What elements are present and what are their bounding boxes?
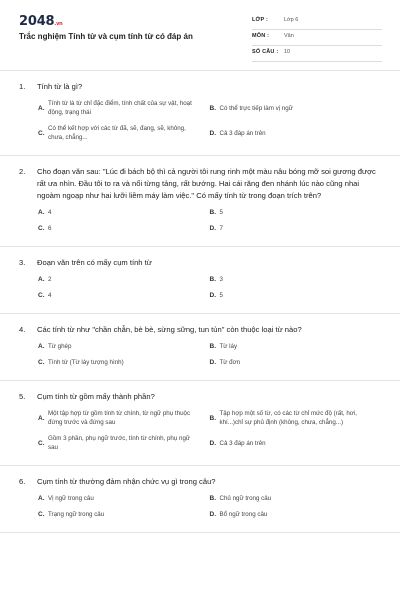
- question-list: [0, 71, 400, 533]
- answer-option[interactable]: [210, 124, 382, 142]
- meta-row-count: [252, 46, 382, 62]
- option-letter: A.: [38, 276, 45, 283]
- answer-option[interactable]: [210, 510, 382, 519]
- meta-key: SỐ CÂU :: [252, 49, 279, 55]
- option-letter: C.: [38, 292, 45, 299]
- option-text: Cả 3 đáp án trên: [219, 129, 266, 137]
- options-grid: [19, 494, 381, 526]
- option-text: 5: [219, 209, 223, 216]
- option-letter: A.: [38, 209, 45, 216]
- answer-option[interactable]: [210, 358, 382, 367]
- answer-option[interactable]: [210, 494, 382, 503]
- meta-row-class: [252, 14, 382, 30]
- question-header: [19, 257, 381, 269]
- answer-option[interactable]: [38, 224, 210, 233]
- options-grid: [19, 342, 381, 374]
- option-text: 6: [48, 225, 52, 232]
- option-letter: D.: [209, 359, 216, 366]
- option-letter: B.: [209, 104, 216, 112]
- answer-option[interactable]: [210, 99, 382, 117]
- answer-option[interactable]: [38, 358, 210, 367]
- answer-option[interactable]: [38, 409, 210, 427]
- question-text: Cho đoạn văn sau: "Lúc đi bách bộ thì cả người tôi rung rinh một màu nâu bóng mỡ soi gương được rất ưa nhìn. Đầu tôi to ra và nổi từng tảng, rất bướng. Hai cái răng đen nhánh lúc nào cũng nhai ngoàm ngoạp như hai lưỡi liềm máy làm việc." Có mấy tính từ trong đoạn trích trên?: [37, 167, 376, 200]
- answer-option[interactable]: [210, 224, 382, 233]
- question-number: 3.: [19, 258, 26, 267]
- option-letter: C.: [38, 129, 45, 137]
- option-letter: B.: [209, 276, 216, 283]
- options-grid: [19, 409, 381, 459]
- answer-option[interactable]: [38, 494, 210, 503]
- option-text: 3: [219, 276, 223, 283]
- option-text: Chủ ngữ trong câu: [219, 495, 272, 502]
- option-text: Từ láy: [219, 343, 238, 350]
- option-text: 4: [48, 209, 52, 216]
- options-grid: [19, 275, 381, 307]
- option-letter: C.: [38, 225, 45, 232]
- answer-option[interactable]: [38, 342, 210, 351]
- question-5: [0, 381, 400, 466]
- options-grid: [19, 99, 381, 149]
- question-number: 2.: [19, 167, 26, 176]
- answer-option[interactable]: [210, 342, 382, 351]
- meta-value: Văn: [284, 33, 294, 39]
- answer-option[interactable]: [210, 434, 382, 452]
- question-number: 6.: [19, 477, 26, 486]
- option-letter: A.: [38, 104, 45, 112]
- option-letter: D.: [209, 511, 216, 518]
- question-3: [0, 247, 400, 314]
- option-text: 4: [48, 292, 52, 299]
- answer-option[interactable]: [38, 124, 210, 142]
- option-text: Gồm 3 phần, phụ ngữ trước, tính từ chính, phụ ngữ sau: [48, 435, 191, 451]
- header: [0, 0, 400, 70]
- meta-value: 10: [284, 49, 291, 55]
- option-text: Từ ghép: [48, 343, 72, 350]
- page-title: Trắc nghiệm Tính từ và cụm tính từ có đáp án: [19, 32, 193, 41]
- option-letter: D.: [209, 292, 216, 299]
- option-text: 5: [219, 292, 223, 299]
- site-logo[interactable]: [19, 14, 63, 29]
- question-4: [0, 314, 400, 381]
- answer-option[interactable]: [210, 275, 382, 284]
- option-text: Tính từ là từ chỉ đặc điểm, tính chất của sự vật, hoạt động, trạng thái: [48, 100, 192, 116]
- question-header: [19, 476, 381, 488]
- options-grid: [19, 208, 381, 240]
- option-text: Từ đơn: [219, 359, 241, 366]
- quiz-meta: [252, 14, 382, 62]
- question-text: Đoạn văn trên có mấy cụm tính từ: [37, 258, 152, 267]
- option-letter: B.: [209, 495, 216, 502]
- answer-option[interactable]: [38, 434, 210, 452]
- option-letter: C.: [38, 439, 45, 447]
- answer-option[interactable]: [210, 208, 382, 217]
- option-text: 7: [219, 225, 223, 232]
- option-text: Cả 3 đáp án trên: [219, 439, 266, 447]
- question-number: 5.: [19, 392, 26, 401]
- question-header: [19, 166, 381, 202]
- question-header: [19, 81, 381, 93]
- question-2: [0, 156, 400, 247]
- option-text: Tập hợp một số từ, có các từ chỉ mức độ (rất, hơi, khí...)chỉ sự phủ định (không, chưa, chẳng...): [219, 410, 357, 426]
- option-letter: C.: [38, 511, 45, 518]
- question-number: 4.: [19, 325, 26, 334]
- option-letter: B.: [209, 414, 216, 422]
- meta-key: MÔN :: [252, 33, 270, 39]
- logo-suffix: .vn: [54, 21, 63, 27]
- answer-option[interactable]: [38, 510, 210, 519]
- option-letter: C.: [38, 359, 45, 366]
- question-text: Cụm tính từ thường đảm nhận chức vụ gì trong câu?: [37, 477, 216, 486]
- question-text: Tính từ là gì?: [37, 82, 83, 91]
- answer-option[interactable]: [210, 409, 382, 427]
- option-text: Có thể trực tiếp làm vị ngữ: [219, 104, 293, 112]
- answer-option[interactable]: [38, 291, 210, 300]
- answer-option[interactable]: [210, 291, 382, 300]
- question-text: Các tính từ như "chần chẫn, bè bè, sừng sững, tun tủn" còn thuộc loại từ nào?: [37, 325, 302, 334]
- option-letter: D.: [209, 225, 216, 232]
- option-letter: D.: [209, 439, 216, 447]
- answer-option[interactable]: [38, 275, 210, 284]
- question-header: [19, 391, 381, 403]
- meta-row-subject: [252, 30, 382, 46]
- question-6: [0, 466, 400, 533]
- option-letter: B.: [209, 343, 216, 350]
- meta-value: Lớp 6: [284, 17, 299, 23]
- option-letter: B.: [209, 209, 216, 216]
- option-text: Bổ ngữ trong câu: [219, 511, 268, 518]
- meta-key: LỚP :: [252, 17, 268, 23]
- option-letter: A.: [38, 414, 45, 422]
- question-text: Cụm tính từ gồm mấy thành phần?: [37, 392, 155, 401]
- option-text: Có thể kết hợp với các từ đã, sẽ, đang, sẽ, không, chưa, chẳng...: [48, 125, 186, 141]
- option-text: Trạng ngữ trong câu: [48, 511, 105, 518]
- option-letter: D.: [209, 129, 216, 137]
- question-number: 1.: [19, 82, 26, 91]
- question-header: [19, 324, 381, 336]
- answer-option[interactable]: [38, 208, 210, 217]
- logo-main: 2048: [19, 14, 55, 29]
- question-1: [0, 71, 400, 156]
- option-letter: A.: [38, 343, 45, 350]
- option-text: Tính từ (Từ láy tượng hình): [48, 359, 124, 366]
- option-letter: A.: [38, 495, 45, 502]
- option-text: 2: [48, 276, 52, 283]
- option-text: Vị ngữ trong câu: [48, 495, 94, 502]
- option-text: Một tập hợp từ gồm tính từ chính, từ ngữ phụ thuộc đứng trước và đứng sau: [48, 410, 191, 426]
- answer-option[interactable]: [38, 99, 210, 117]
